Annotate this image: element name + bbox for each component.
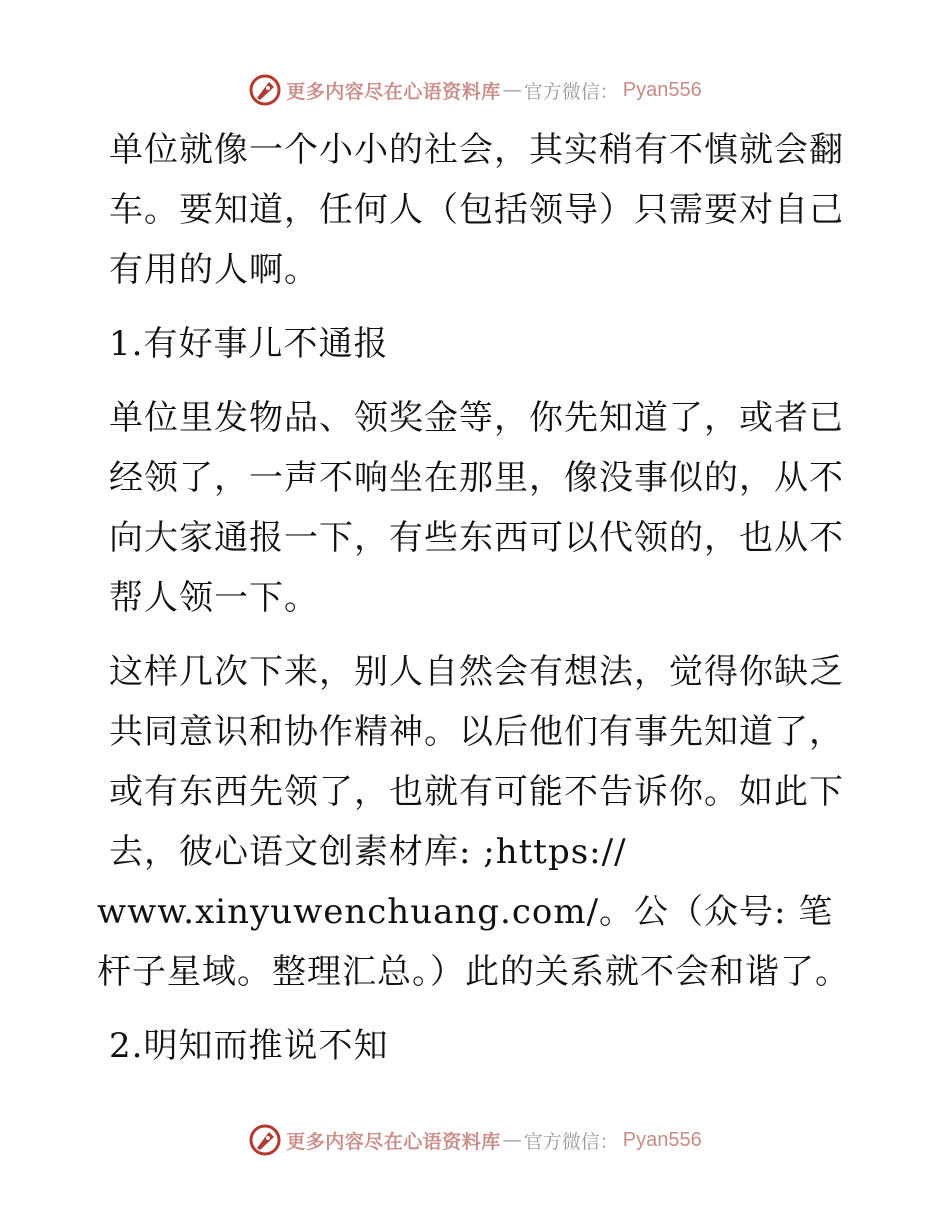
footer-banner	[0, 1120, 950, 1160]
paragraph-3b: www.xinyuwenchuang.com/。公（众号: 笔杆子星域。整理汇总。）此的关系就不会和谐了。	[97, 892, 850, 992]
header-banner	[0, 70, 950, 110]
header-separator: —	[502, 79, 522, 101]
footer-banner-text: 更多内容尽在心语资料库	[286, 1130, 501, 1153]
paragraph-3a: 这样几次下来，别人自然会有想法，觉得你缺乏共同意识和协作精神。以后他们有事先知道了，或有东西先领了，也就有可能不告诉你。如此下去，彼心语文创素材库: ;https://	[109, 652, 844, 872]
paragraph-2: 单位里发物品、领奖金等，你先知道了，或者已经领了，一声不响坐在那里，像没事似的，从不向大家通报一下，有些东西可以代领的，也从不帮人领一下。	[109, 398, 844, 618]
footer-wechat-id: Pyan556	[622, 1128, 702, 1151]
pen-nib-logo-icon	[248, 1123, 282, 1157]
document-body	[97, 120, 857, 1090]
header-banner-text: 更多内容尽在心语资料库	[286, 80, 501, 103]
footer-official-label: 官方微信：	[523, 1130, 619, 1153]
section-heading-1: 1.有好事儿不通报	[109, 324, 389, 364]
header-wechat-id: Pyan556	[622, 78, 702, 101]
pen-nib-logo-icon	[248, 73, 282, 107]
header-official-label: 官方微信：	[523, 80, 619, 103]
footer-separator: —	[502, 1129, 522, 1151]
section-heading-2: 2.明知而推说不知	[109, 1026, 389, 1066]
paragraph-intro: 单位就像一个小小的社会，其实稍有不慎就会翻车。要知道，任何人（包括领导）只需要对自己有用的人啊。	[109, 130, 844, 290]
